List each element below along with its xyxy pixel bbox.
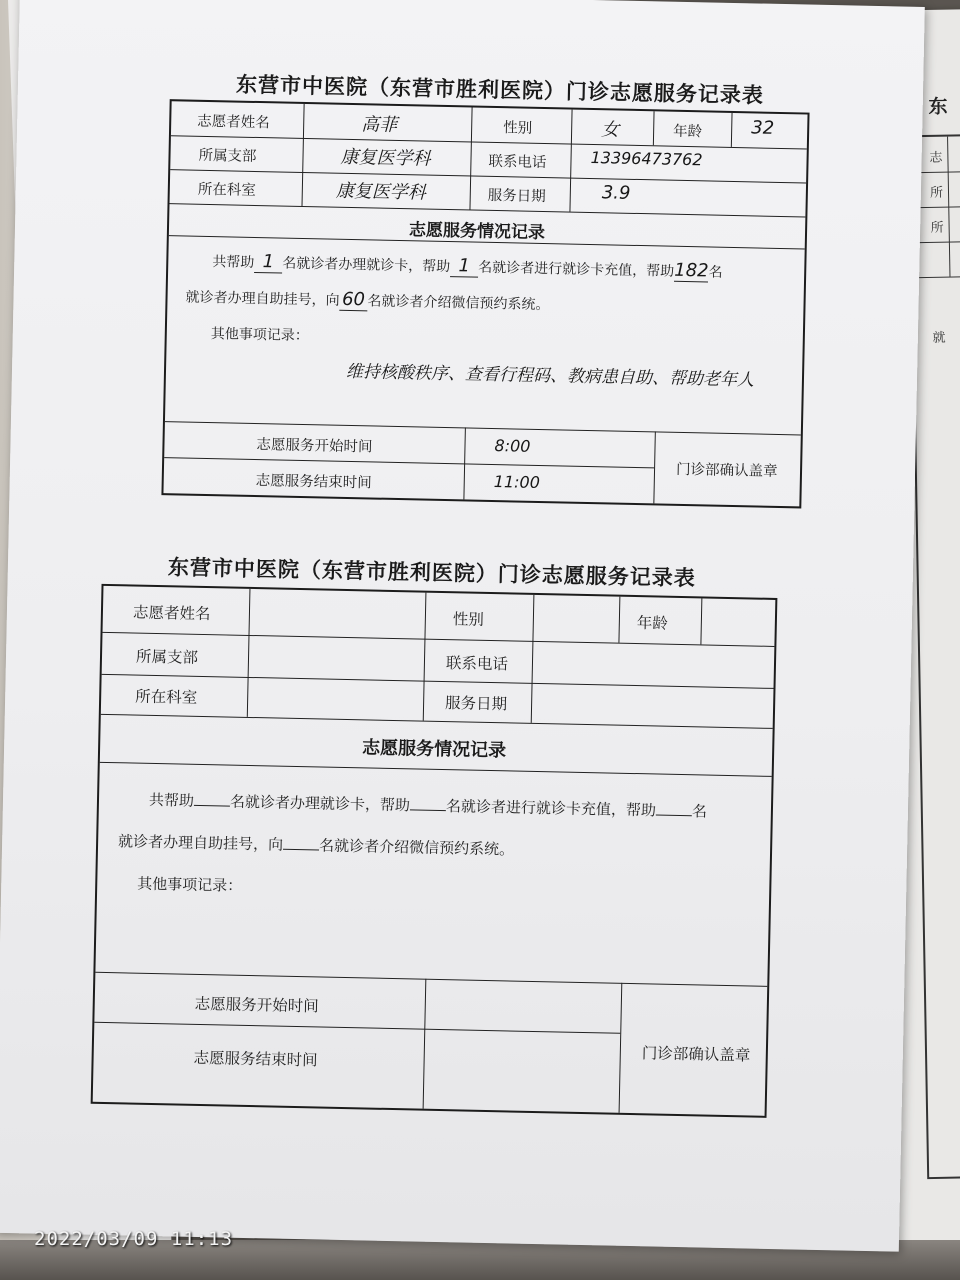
branch-label: 所属支部 <box>198 147 257 165</box>
service-summary-line-1: 共帮助 1 名就诊者办理就诊卡，帮助 1 名就诊者进行就诊卡充值，帮助182名 <box>212 251 723 282</box>
start-time-label: 志愿服务开始时间 <box>256 437 373 456</box>
service-date-value: 3.9 <box>601 182 631 204</box>
age-label: 年龄 <box>672 123 703 141</box>
branch-value: 康复医学科 <box>340 146 431 170</box>
age-label: 年龄 <box>636 614 669 633</box>
start-time-value: 8:00 <box>494 436 531 456</box>
form-title: 东营市中医院（东营市胜利医院）门诊志愿服务记录表 <box>235 71 765 108</box>
section-heading: 志愿服务情况记录 <box>361 737 507 762</box>
age-value: 32 <box>751 117 775 139</box>
self-registration-value: 182 <box>674 259 709 282</box>
end-time-label: 志愿服务结束时间 <box>193 1048 318 1070</box>
start-time-label: 志愿服务开始时间 <box>194 994 319 1016</box>
department-value: 康复医学科 <box>335 180 427 204</box>
adjacent-label: 志 <box>929 150 943 166</box>
gender-value: 女 <box>600 119 620 141</box>
cards-recharged-value: 1 <box>458 255 471 277</box>
wechat-intro-value: 60 <box>341 288 366 311</box>
department-label: 所在科室 <box>197 181 256 199</box>
service-summary-line-2: 就诊者办理自助挂号，向 名就诊者介绍微信预约系统。 <box>118 820 515 870</box>
service-summary-line-2: 就诊者办理自助挂号，向 60 名就诊者介绍微信预约系统。 <box>185 288 550 314</box>
gender-label: 性别 <box>452 610 485 629</box>
form-title: 东营市中医院（东营市胜利医院）门诊志愿服务记录表 <box>167 554 697 591</box>
other-records-value: 维持核酸秩序、查看行程码、教病患自助、帮助老年人 <box>345 361 755 391</box>
adjacent-label: 所 <box>930 220 944 236</box>
phone-label: 联系电话 <box>488 153 547 172</box>
cards-issued-value: 1 <box>262 251 275 273</box>
section-heading: 志愿服务情况记录 <box>408 220 546 244</box>
adjacent-title-fragment: 东 <box>928 95 948 118</box>
other-records-label: 其他事项记录： <box>137 874 243 895</box>
phone-label: 联系电话 <box>445 654 509 674</box>
other-records-label: 其他事项记录： <box>210 326 309 345</box>
end-time-label: 志愿服务结束时间 <box>255 473 372 492</box>
service-date-label: 服务日期 <box>487 187 546 206</box>
volunteer-name-label: 志愿者姓名 <box>132 603 211 624</box>
stamp-label: 门诊部确认盖章 <box>675 461 778 480</box>
volunteer-name-label: 志愿者姓名 <box>197 113 270 132</box>
end-time-value: 11:00 <box>493 472 541 492</box>
department-label: 所在科室 <box>134 687 198 707</box>
phone-value: 13396473762 <box>590 147 703 170</box>
adjacent-label: 所 <box>929 185 944 201</box>
adjacent-label: 就 <box>932 330 946 346</box>
form-table-1 <box>161 99 809 508</box>
volunteer-name-value: 高菲 <box>360 114 398 136</box>
photo-timestamp: 2022/03/09 11:13 <box>34 1228 234 1250</box>
service-summary-line-1: 共帮助 名就诊者办理就诊卡，帮助 名就诊者进行就诊卡充值，帮助 名 <box>149 779 708 833</box>
form-table-2 <box>91 584 778 1118</box>
branch-label: 所属支部 <box>135 647 199 667</box>
stamp-label: 门诊部确认盖章 <box>641 1044 751 1065</box>
gender-label: 性别 <box>503 120 533 137</box>
service-date-label: 服务日期 <box>444 694 508 714</box>
